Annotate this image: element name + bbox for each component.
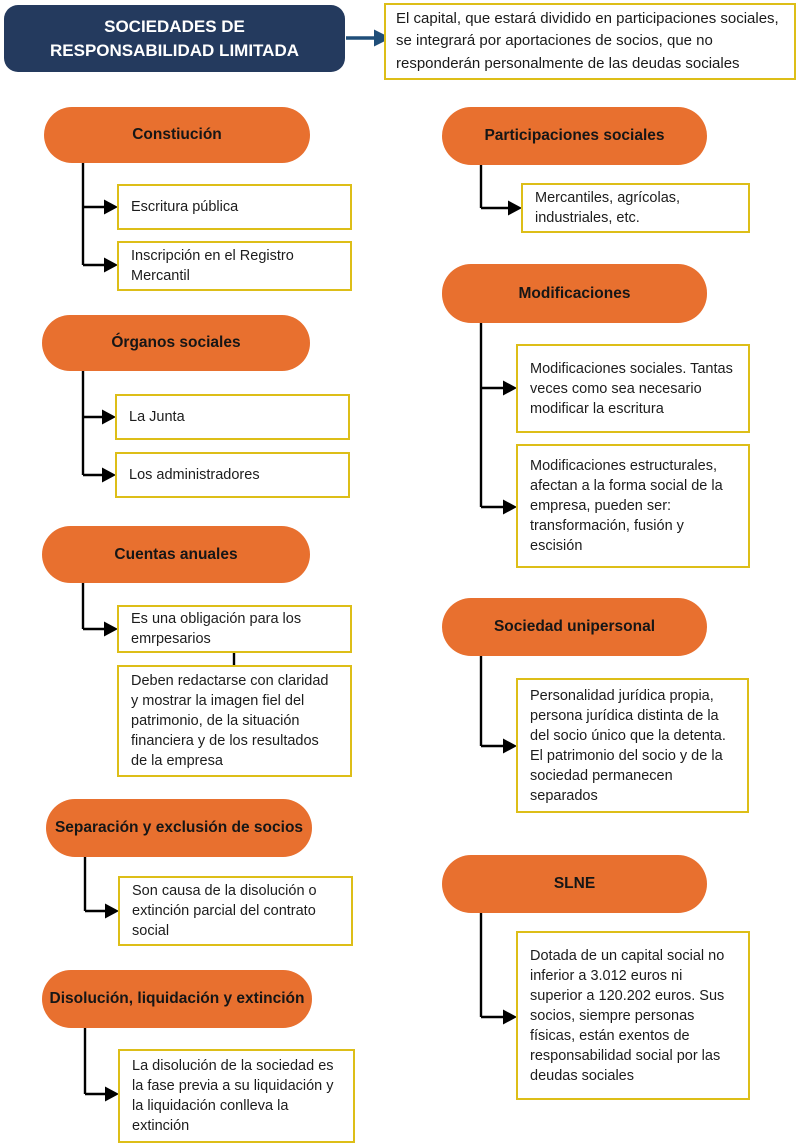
pill-label: Separación y exclusión de socios [54,819,304,836]
connector-unipersonal [481,652,517,754]
box-los-administradores [115,452,350,498]
connector-modificaciones [481,319,517,515]
box-inscripcion-registro [117,241,352,291]
connector-separacion [85,853,119,919]
pill-label: SLNE [553,875,596,892]
box-causa-disolucion [118,876,353,946]
pill-label: Cuentas anuales [114,545,238,563]
box-deben-redactarse [117,665,352,777]
pill-disolucion-liquidacion [42,970,312,1028]
box-text: La Junta [129,409,185,425]
box-text: Mercantiles, agrícolas, industriales, etc. [535,190,681,226]
connector-participaciones [481,161,522,216]
pill-label: Participaciones sociales [484,127,665,144]
main-title [4,5,345,72]
box-text: Personalidad jurídica propia, persona jurídica distinta de la del socio único que la detenta. El patrimonio del socio y de la sociedad permanecen separados [530,687,726,804]
connector-constitucion [83,158,118,273]
connector-organos [83,368,116,483]
pill-label: Modificaciones [518,284,631,302]
box-escritura-publica [117,184,352,230]
box-mercantiles-agricolas [521,183,750,233]
pill-constitucion [44,107,310,163]
box-modificaciones-estructurales [516,444,750,568]
main-title-line1: SOCIEDADES DE [104,16,245,36]
pill-organos-sociales [42,315,310,371]
box-text: Dotada de un capital social no inferior a 3.012 euros ni superior a 120.202 euros. Sus socios, siempre personas físicas, están exentos de responsabilidad social por las deudas sociales [530,947,725,1084]
box-modificaciones-sociales [516,344,750,433]
pill-separacion-exclusion [46,799,312,857]
pill-sociedad-unipersonal [442,598,707,656]
connector-disolucion [85,1024,119,1102]
box-la-junta [115,394,350,440]
pill-label: Órganos sociales [111,334,241,351]
connector-slne [481,909,517,1025]
box-capital-social-slne [516,931,750,1100]
box-text: Deben redactarse con claridad y mostrar la imagen fiel del patrimonio, de la situación financiera y de los resultados de la empresa [131,673,329,769]
main-title-line2: RESPONSABILIDAD LIMITADA [49,40,299,60]
box-text: La disolución de la sociedad es la fase previa a su liquidación y la liquidación conlleva la extinción [132,1058,334,1134]
box-personalidad-juridica [516,678,749,813]
box-text: Modificaciones estructurales, afectan a la forma social de la empresa, pueden ser: transformación, fusión y escisión [530,458,723,554]
pill-label: Constiución [132,126,222,143]
definition-box [384,3,796,80]
box-text: Inscripción en el Registro Mercantil [131,248,294,284]
box-text: Es una obligación para los emrpesarios [131,611,302,647]
box-text: Son causa de la disolución o extinción parcial del contrato social [132,883,317,939]
pill-cuentas-anuales [42,526,310,583]
box-obligacion-empresarios [117,605,352,653]
pill-label: Disolución, liquidación y extinción [49,990,305,1007]
box-text: Modificaciones sociales. Tantas veces como sea necesario modificar la escritura [530,360,733,417]
pill-label: Sociedad unipersonal [493,618,656,635]
box-text: Los administradores [129,467,260,483]
pill-participaciones-sociales [442,107,707,165]
box-disolucion-fase-previa [118,1049,355,1143]
definition-text: El capital, que estará dividido en participaciones sociales, se integrará por aportaciones de socios, que no responderán personalmente de las deudas sociales [396,9,779,72]
box-text: Escritura pública [131,199,239,215]
pill-slne [442,855,707,913]
pill-modificaciones [442,264,707,323]
